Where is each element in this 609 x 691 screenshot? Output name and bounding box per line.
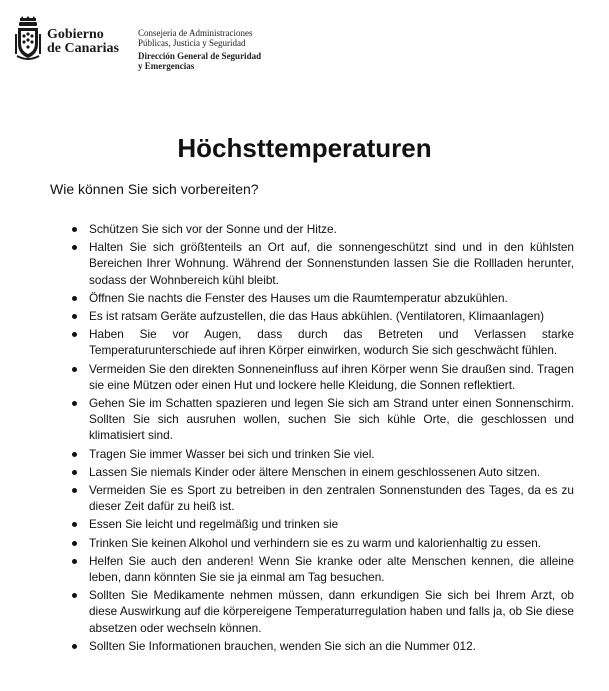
- list-item: Sollten Sie Medikamente nehmen müssen, dann erkundigen Sie sich bei Ihrem Arzt, ob diese Auswirkung auf die körpereigene Temperaturregulation haben und falls ja, ob Sie diese absetzen oder wechseln können.: [71, 587, 574, 636]
- department-line1: Consejería de Administraciones: [138, 28, 253, 38]
- list-item: Helfen Sie auch den anderen! Wenn Sie kranke oder alte Menschen kennen, die alleine leben, dann könnten Sie sie ja einmal am Tag besuchen.: [71, 553, 574, 585]
- list-item: Haben Sie vor Augen, dass durch das Betreten und Verlassen starke Temperaturunterschiede auf ihren Körper einwirken, wodurch Sie sich geschwächt fühlen.: [71, 326, 574, 358]
- department-line2: Públicas, Justicia y Seguridad: [138, 38, 246, 48]
- list-item: Tragen Sie immer Wasser bei sich und trinken Sie viel.: [71, 446, 574, 462]
- canary-islands-crest-icon: [14, 16, 42, 62]
- list-item: Trinken Sie keinen Alkohol und verhindern sie es zu warm und kalorienhaltig zu essen.: [71, 535, 574, 551]
- department-line4: y Emergencias: [138, 61, 195, 71]
- department-line3: Dirección General de Seguridad: [138, 51, 262, 61]
- government-name: [47, 28, 119, 56]
- department-block: [138, 28, 261, 71]
- document-subtitle: Wie können Sie sich vorbereiten?: [50, 181, 259, 197]
- list-item: Schützen Sie sich vor der Sonne und der Hitze.: [71, 221, 574, 237]
- list-item: Gehen Sie im Schatten spazieren und legen Sie sich am Strand unter einen Sonnenschirm. Sollten Sie sich ausruhen wollen, suchen Sie sich kühle Orte, die geschlossen und klimatisiert sind.: [71, 395, 574, 444]
- government-name-line1: Gobierno: [47, 27, 104, 42]
- list-item: Vermeiden Sie den direkten Sonneneinfluss auf ihren Körper wenn Sie draußen sind. Tragen sie eine Mützen oder einen Hut und lockere helle Kleidung, die Sonnen reflektiert.: [71, 361, 574, 393]
- list-item: Essen Sie leicht und regelmäßig und trinken sie: [71, 516, 574, 532]
- list-item: Es ist ratsam Geräte aufzustellen, die das Haus abkühlen. (Ventilatoren, Klimaanlagen): [71, 308, 574, 324]
- list-item: Vermeiden Sie es Sport zu betreiben in den zentralen Sonnenstunden des Tages, da es zu dieser Zeit dafür zu heiß ist.: [71, 482, 574, 514]
- list-item: Öffnen Sie nachts die Fenster des Hauses um die Raumtemperatur abzukühlen.: [71, 290, 574, 306]
- document-title: Höchsttemperaturen: [177, 133, 432, 163]
- list-item: Halten Sie sich größtenteils an Ort auf, die sonnengeschützt sind und in den kühlsten Bereichen Ihrer Wohnung. Während der Sonnenstunden lassen Sie die Rollladen herunter, sodass der Wohnbereich kühl bleibt.: [71, 239, 574, 288]
- letterhead: [14, 14, 314, 84]
- list-item: Sollten Sie Informationen brauchen, wenden Sie sich an die Nummer 012.: [71, 638, 574, 654]
- list-item: Lassen Sie niemals Kinder oder ältere Menschen in einem geschlossenen Auto sitzen.: [71, 464, 574, 480]
- advice-list: [71, 221, 574, 656]
- government-name-line2: de Canarias: [47, 41, 119, 56]
